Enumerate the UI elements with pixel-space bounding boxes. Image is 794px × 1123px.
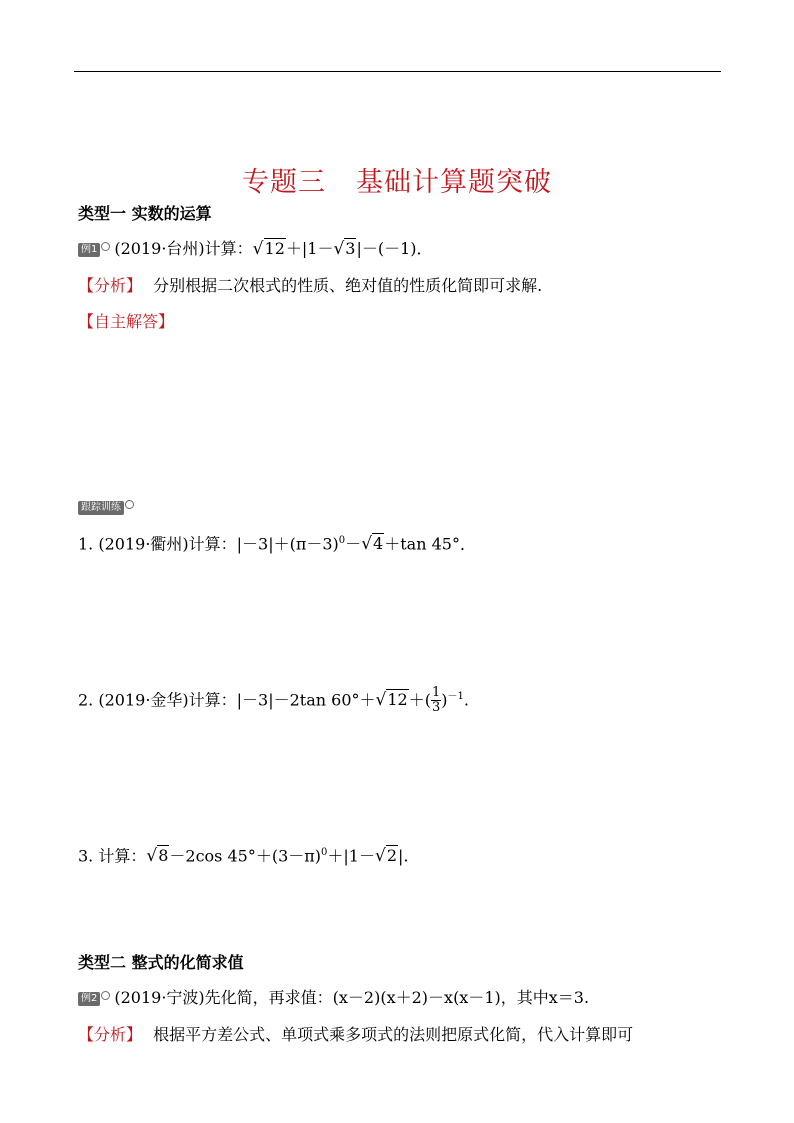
- sqrt-3: √3: [333, 239, 356, 259]
- analysis1: [78, 275, 542, 297]
- sqrt-12: √12: [252, 239, 285, 259]
- section2-heading: 类型二 整式的化简求值: [78, 953, 244, 972]
- self-answer-label: 【自主解答】: [78, 312, 175, 331]
- page-title: 专题三 基础计算题突破: [242, 167, 552, 198]
- section1-heading: 类型一 实数的运算: [78, 204, 212, 223]
- header-rule: [74, 71, 721, 72]
- question-1: 1. (2019·衢州)计算：$|-3|+(\pi-3)^0-√4+\tan$ 45°．: [78, 534, 476, 555]
- example1-source: (2019·台州)计算：: [114, 239, 253, 258]
- sqrt-4: √4: [361, 534, 384, 555]
- practice-badge: 跟踪训练: [78, 501, 124, 515]
- example2-badge: 例2: [78, 992, 100, 1006]
- sqrt-12: √12: [375, 690, 408, 711]
- analysis2-text: 根据平方差公式、单项式乘多项式的法则把原式化简，代入计算即可: [153, 1025, 634, 1044]
- badge-circle-icon: [101, 242, 110, 251]
- sqrt-2: √2: [374, 846, 397, 867]
- badge-circle-icon: [101, 991, 110, 1000]
- analysis2: [78, 1024, 633, 1046]
- fraction-one-third: $\frac{1}{3}$: [431, 685, 441, 716]
- analysis2-label: 【分析】: [78, 1025, 143, 1044]
- badge-circle-icon: [125, 500, 134, 509]
- example2-text: (2019·宁波)先化简，再求值：(x－2)(x＋2)－x(x－1)，其中x＝3.: [114, 988, 590, 1007]
- question-2: 2. (2019·金华)计算：|－3|－2tan 60°＋√12＋( $\frac{1}{3}$ )$^{-1}$.: [78, 685, 469, 716]
- example1-badge: 例1: [78, 243, 100, 257]
- analysis1-text: 分别根据二次根式的性质、绝对值的性质化简即可求解.: [153, 276, 543, 295]
- example1: 例1 (2019·台州)计算：√12＋|1－√3|－(－1)．: [78, 238, 433, 260]
- example2: [78, 987, 589, 1009]
- analysis1-label: 【分析】: [78, 276, 143, 295]
- practice-header: [78, 496, 138, 518]
- question-3: 3. 计算：√8－2cos $45^\circ+(3-\pi)^0+|1-√2|$.: [78, 846, 409, 867]
- sqrt-8: √8: [146, 846, 169, 867]
